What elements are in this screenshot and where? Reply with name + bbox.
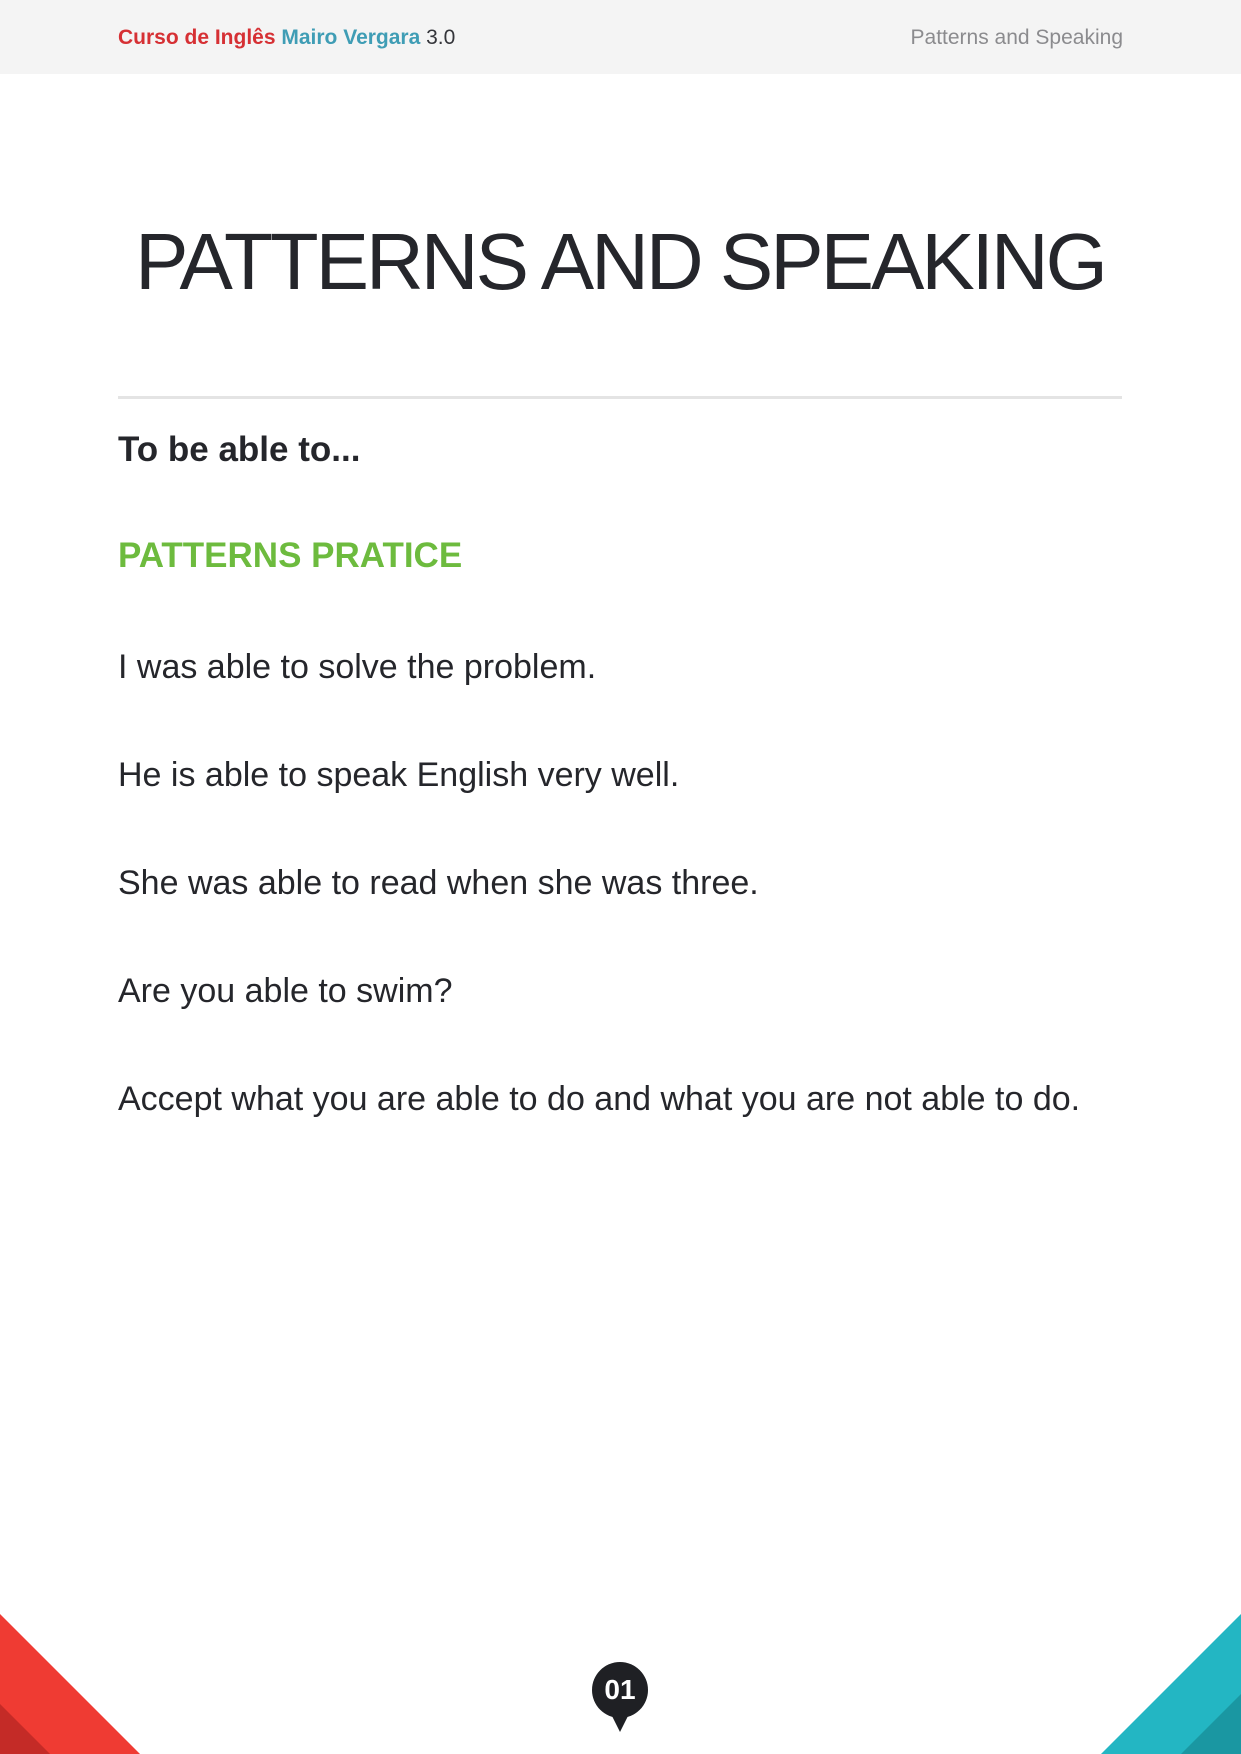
page-header [0,0,1241,74]
title-divider [118,396,1122,399]
corner-decoration-right [1101,1614,1241,1754]
example-sentence: Are you able to swim? [118,972,453,1010]
header-section-name: Patterns and Speaking [910,26,1123,49]
course-brand [118,24,455,52]
lesson-subheading: To be able to... [118,430,361,469]
brand-course-name: Curso de Inglês [118,26,276,49]
example-sentence: I was able to solve the problem. [118,648,597,686]
example-sentence: He is able to speak English very well. [118,756,680,794]
brand-version: 3.0 [426,26,456,49]
corner-decoration-left [0,1614,140,1754]
example-sentences-list [118,640,1122,1180]
page-title: PATTERNS AND SPEAKING [135,217,1105,306]
example-sentence: Accept what you are able to do and what you are not able to do. [118,1080,1081,1118]
brand-author-name: Mairo Vergara [281,26,421,49]
page-number: 01 [604,1674,636,1705]
example-sentence: She was able to read when she was three. [118,864,759,902]
patterns-practice-heading: PATTERNS PRATICE [118,536,463,575]
